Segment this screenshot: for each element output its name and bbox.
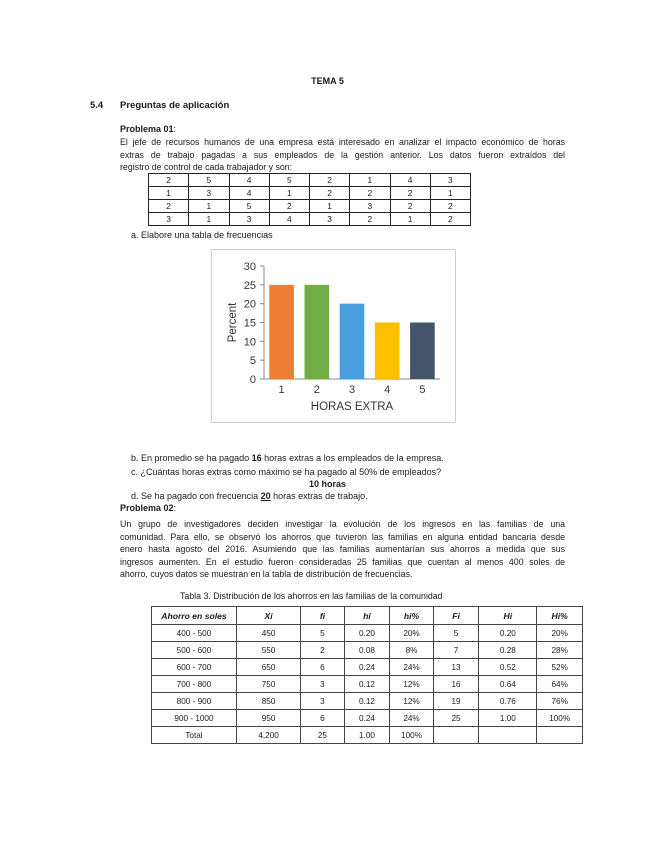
hours-data-table bbox=[148, 173, 471, 226]
table-header-cell: Fi bbox=[433, 607, 479, 625]
table-cell: 1 bbox=[149, 187, 189, 200]
table-cell: 950 bbox=[236, 710, 300, 727]
table-cell: 0.20 bbox=[479, 625, 537, 642]
table-cell: 2 bbox=[430, 200, 470, 213]
table-total-cell: 4,200 bbox=[236, 727, 300, 744]
table-cell: 2 bbox=[149, 200, 189, 213]
bar-2 bbox=[304, 285, 329, 379]
table-cell: 2 bbox=[350, 213, 390, 226]
table-cell: 0.24 bbox=[344, 710, 390, 727]
paragraph-line: extras de trabajo pagadas a sus empleados de la gestión anterior. Los datos fueron extraídos del bbox=[120, 149, 565, 160]
table-cell: 19 bbox=[433, 693, 479, 710]
table-cell: 52% bbox=[537, 659, 583, 676]
table-cell: 3 bbox=[301, 693, 345, 710]
table-cell: 0.08 bbox=[344, 642, 390, 659]
problem1-paragraph bbox=[120, 136, 565, 174]
paragraph-line: Un grupo de investigadores deciden investigar la evolución de los ingresos en las familias de una bbox=[120, 519, 565, 529]
table-total-cell bbox=[479, 727, 537, 744]
table-row bbox=[149, 174, 471, 187]
paragraph-line: ingresos aumenten. En el estudio fueron consideradas 25 familias que cuentan al menos 400 soles de bbox=[120, 556, 565, 567]
item-d bbox=[131, 491, 368, 501]
table-cell: 3 bbox=[149, 213, 189, 226]
x-tick-label: 4 bbox=[384, 384, 391, 396]
table-cell: 4 bbox=[269, 213, 309, 226]
bar-3 bbox=[340, 304, 365, 379]
table-cell: 28% bbox=[537, 642, 583, 659]
table-total-cell: 25 bbox=[301, 727, 345, 744]
y-tick-label: 30 bbox=[243, 261, 256, 273]
item-c-answer: 10 horas bbox=[308, 479, 347, 489]
item-d-text-post: horas extras de trabajo. bbox=[270, 491, 368, 501]
table-cell: 2 bbox=[269, 200, 309, 213]
table-cell: 24% bbox=[390, 710, 434, 727]
table-cell: 2 bbox=[390, 200, 430, 213]
table-cell: 900 - 1000 bbox=[152, 710, 237, 727]
table-cell: 20% bbox=[390, 625, 434, 642]
table-cell: 4 bbox=[229, 187, 269, 200]
table-cell: 700 - 800 bbox=[152, 676, 237, 693]
table-cell: 64% bbox=[537, 676, 583, 693]
table-header-cell: Hi% bbox=[537, 607, 583, 625]
page-title: TEMA 5 bbox=[311, 76, 344, 86]
item-b bbox=[131, 453, 444, 463]
y-tick-label: 5 bbox=[249, 355, 256, 368]
problem1-label: Problema 01 bbox=[120, 124, 174, 134]
table-cell: 800 - 900 bbox=[152, 693, 237, 710]
y-tick-label: 10 bbox=[243, 336, 256, 349]
table-cell: 3 bbox=[430, 174, 470, 187]
table-cell: 500 - 600 bbox=[152, 642, 237, 659]
table-caption: Tabla 3. Distribución de los ahorros en las familias de la comunidad bbox=[180, 591, 443, 601]
table-cell: 76% bbox=[537, 693, 583, 710]
table-row bbox=[152, 676, 583, 693]
table-cell: 650 bbox=[236, 659, 300, 676]
table-cell: 600 - 700 bbox=[152, 659, 237, 676]
table-header-cell: hi% bbox=[390, 607, 434, 625]
table-row bbox=[152, 642, 583, 659]
table-cell: 25 bbox=[433, 710, 479, 727]
table-cell: 1 bbox=[390, 213, 430, 226]
table-cell: 3 bbox=[229, 213, 269, 226]
table-cell: 0.52 bbox=[479, 659, 537, 676]
table-cell: 6 bbox=[301, 710, 345, 727]
y-tick-label: 0 bbox=[249, 374, 256, 386]
paragraph-line: enero hasta agosto del 2016. Asumiendo que las familias aumentarían sus ahorros a medida que sus bbox=[120, 544, 565, 555]
table-cell: 1 bbox=[269, 187, 309, 200]
table-cell: 2 bbox=[390, 187, 430, 200]
table-cell: 1 bbox=[189, 213, 229, 226]
table-row bbox=[152, 710, 583, 727]
table-cell: 5 bbox=[433, 625, 479, 642]
table-cell: 24% bbox=[390, 659, 434, 676]
item-d-text-pre: d. Se ha pagado con frecuencia bbox=[131, 491, 261, 501]
paragraph-line: comunidad. Para ello, se observó los ahorros que tuvieron las familias en alguna entidad bancaria desde bbox=[120, 531, 565, 542]
table-row bbox=[152, 693, 583, 710]
table-cell: 400 - 500 bbox=[152, 625, 237, 642]
problem2-colon: : bbox=[173, 503, 177, 513]
problem2-heading bbox=[120, 503, 176, 513]
x-tick-label: 5 bbox=[419, 384, 426, 396]
y-tick-label: 20 bbox=[243, 298, 256, 311]
paragraph-line: El jefe de recursos humanos de una empresa está interesado en analizar el impacto económico de horas bbox=[120, 137, 565, 147]
table-cell: 4 bbox=[229, 174, 269, 187]
frequency-table bbox=[151, 606, 583, 744]
table-cell: 750 bbox=[236, 676, 300, 693]
bar-1 bbox=[269, 285, 294, 379]
table-cell: 1 bbox=[350, 174, 390, 187]
problem1-colon: : bbox=[173, 124, 177, 134]
table-cell: 3 bbox=[301, 676, 345, 693]
table-total-row bbox=[152, 727, 583, 744]
bar-chart bbox=[211, 249, 456, 423]
problem2-label: Problema 02 bbox=[120, 503, 174, 513]
table-cell: 12% bbox=[390, 676, 434, 693]
x-tick-label: 3 bbox=[348, 384, 356, 396]
table-cell: 2 bbox=[430, 213, 470, 226]
table-cell: 0.12 bbox=[344, 693, 390, 710]
table-cell: 20% bbox=[537, 625, 583, 642]
table-cell: 5 bbox=[269, 174, 309, 187]
table-cell: 550 bbox=[236, 642, 300, 659]
table-header-row bbox=[152, 607, 583, 625]
table-cell: 1 bbox=[189, 200, 229, 213]
table-cell: 3 bbox=[189, 187, 229, 200]
table-cell: 8% bbox=[390, 642, 434, 659]
table-row bbox=[149, 200, 471, 213]
table-cell: 7 bbox=[433, 642, 479, 659]
table-cell: 100% bbox=[537, 710, 583, 727]
table-cell: 5 bbox=[229, 200, 269, 213]
table-total-cell bbox=[537, 727, 583, 744]
table-cell: 16 bbox=[433, 676, 479, 693]
y-axis-label: Percent bbox=[227, 302, 239, 343]
table-cell: 0.76 bbox=[479, 693, 537, 710]
table-cell: 2 bbox=[310, 174, 350, 187]
item-d-value: 20 bbox=[260, 491, 271, 501]
table-row bbox=[149, 213, 471, 226]
table-cell: 2 bbox=[301, 642, 345, 659]
y-tick-label: 15 bbox=[243, 317, 256, 330]
item-a: a. Elabore una tabla de frecuencias bbox=[131, 230, 273, 240]
table-cell: 0.12 bbox=[344, 676, 390, 693]
paragraph-line: registro de control de cada trabajador y son: bbox=[120, 162, 293, 173]
y-tick-label: 25 bbox=[243, 279, 256, 292]
table-cell: 1 bbox=[430, 187, 470, 200]
x-tick-label: 2 bbox=[313, 384, 320, 396]
item-b-value: 16 bbox=[251, 453, 262, 463]
table-cell: 3 bbox=[310, 213, 350, 226]
table-total-cell: Total bbox=[152, 727, 237, 744]
table-cell: 6 bbox=[301, 659, 345, 676]
table-row bbox=[152, 625, 583, 642]
table-cell: 0.28 bbox=[479, 642, 537, 659]
table-header-cell: hi bbox=[344, 607, 390, 625]
item-b-text-pre: b. En promedio se ha pagado bbox=[131, 453, 252, 463]
bar-4 bbox=[375, 323, 400, 380]
table-cell: 5 bbox=[189, 174, 229, 187]
section-number: 5.4 bbox=[90, 100, 104, 111]
table-cell: 2 bbox=[310, 187, 350, 200]
bar-5 bbox=[410, 323, 435, 380]
paragraph-line: ahorro, cuyos datos se muestran en la tabla de distribución de frecuencias. bbox=[120, 569, 413, 580]
item-c: c. ¿Cuántas horas extras como máximo se ha pagado al 50% de empleados? bbox=[131, 467, 442, 477]
table-total-cell bbox=[433, 727, 479, 744]
table-total-cell: 100% bbox=[390, 727, 434, 744]
table-cell: 0.24 bbox=[344, 659, 390, 676]
table-cell: 5 bbox=[301, 625, 345, 642]
bar-chart-svg bbox=[212, 250, 455, 422]
table-header-cell: Xi bbox=[236, 607, 300, 625]
table-header-cell: Hi bbox=[479, 607, 537, 625]
table-cell: 2 bbox=[149, 174, 189, 187]
table-cell: 850 bbox=[236, 693, 300, 710]
problem2-paragraph bbox=[120, 518, 565, 581]
table-row bbox=[152, 659, 583, 676]
x-axis-label: HORAS EXTRA bbox=[310, 401, 394, 413]
problem1-heading bbox=[120, 124, 176, 134]
table-cell: 13 bbox=[433, 659, 479, 676]
table-cell: 1 bbox=[310, 200, 350, 213]
table-cell: 0.64 bbox=[479, 676, 537, 693]
table-cell: 450 bbox=[236, 625, 300, 642]
section-title: Preguntas de aplicación bbox=[120, 100, 230, 111]
table-cell: 12% bbox=[390, 693, 434, 710]
table-cell: 2 bbox=[350, 187, 390, 200]
table-cell: 3 bbox=[350, 200, 390, 213]
table-cell: 0.20 bbox=[344, 625, 390, 642]
table-header-cell: Ahorro en soles bbox=[152, 607, 237, 625]
table-cell: 4 bbox=[390, 174, 430, 187]
table-row bbox=[149, 187, 471, 200]
table-cell: 1.00 bbox=[479, 710, 537, 727]
table-total-cell: 1.00 bbox=[344, 727, 390, 744]
item-b-text-post: horas extras a los empleados de la empresa. bbox=[261, 453, 444, 463]
x-tick-label: 1 bbox=[278, 384, 285, 396]
table-header-cell: fi bbox=[301, 607, 345, 625]
